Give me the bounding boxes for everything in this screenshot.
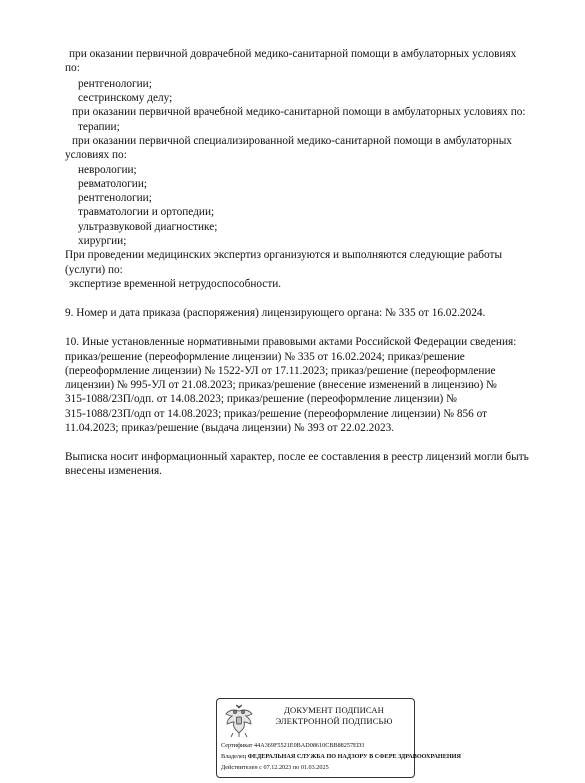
coat-of-arms-icon (223, 703, 255, 739)
text-line: при оказании первичной врачебной медико-санитарной помощи в амбулаторных условиях по: (72, 106, 526, 118)
section-10-line: 10. Иные установленные нормативными правовыми актами Российской Федерации сведения: (65, 336, 517, 348)
text-line: (услуги) по: (65, 264, 123, 276)
section-10-line: 315-1088/23П/одп от 14.08.2023; приказ/решение (переоформление лицензии) № 856 от (65, 408, 488, 420)
text-line: рентгенологии; (78, 192, 152, 204)
text-line: хирургии; (78, 235, 127, 247)
owner-line (221, 753, 461, 761)
owner-label: Владелец (221, 753, 247, 760)
disclaimer-line: Выписка носит информационный характер, после ее составления в реестр лицензий могли быть (65, 451, 529, 463)
section-10-line: 11.04.2023; приказ/решение (выдача лицензии) № 393 от 22.02.2023. (65, 422, 395, 434)
text-line: условиях по: (65, 149, 127, 161)
electronic-signature-stamp (216, 698, 461, 778)
text-line: при оказании первичной доврачебной медико-санитарной помощи в амбулаторных условиях (69, 48, 517, 60)
section-10-line: приказ/решение (переоформление лицензии) № 335 от 16.02.2024; приказ/решение (65, 351, 465, 363)
signature-title-line1: ДОКУМЕНТ ПОДПИСАН (284, 705, 384, 715)
section-10-line: 315-1088/23П/одп. от 14.08.2023; приказ/решение (переоформление лицензии) № (65, 393, 457, 405)
owner-name: ФЕДЕРАЛЬНАЯ СЛУЖБА ПО НАДЗОРУ В СФЕРЕ ЗДРАВООХРАНЕНИЯ (247, 753, 461, 760)
signature-title-line2: ЭЛЕКТРОННОЙ ПОДПИСЬЮ (275, 716, 393, 726)
section-9: 9. Номер и дата приказа (распоряжения) лицензирующего органа: № 335 от 16.02.2024. (65, 307, 486, 319)
text-line: ультразвуковой диагностике; (78, 221, 218, 233)
signature-title (259, 705, 409, 727)
text-line: При проведении медицинских экспертиз организуются и выполняются следующие работы (65, 249, 503, 261)
text-line: неврологии; (78, 164, 137, 176)
validity-line: Действителен с 07.12.2023 по 01.03.2025 (221, 764, 329, 771)
text-line: сестринскому делу; (78, 92, 173, 104)
text-line: ревматологии; (78, 178, 148, 190)
text-line: экспертизе временной нетрудоспособности. (69, 278, 282, 290)
section-10-line: лицензии) № 995-УЛ от 21.08.2023; приказ/решение (внесение изменений в лицензию) № (65, 379, 497, 391)
text-line: по: (65, 62, 80, 74)
text-line: при оказании первичной специализированной медико-санитарной помощи в амбулаторных (72, 135, 512, 147)
certificate-number: 44A369F5521E0BAD08610CBB88257ED3 (254, 742, 365, 749)
section-10-line: (переоформление лицензии) № 1522-УЛ от 17.11.2023; приказ/решение (переоформление (65, 365, 496, 377)
text-line: терапии; (78, 121, 120, 133)
text-line: травматологии и ортопедии; (78, 206, 215, 218)
text-line: рентгенологии; (78, 78, 152, 90)
disclaimer-line: внесены изменения. (65, 465, 162, 477)
certificate-line (221, 742, 364, 750)
certificate-label: Сертификат (221, 742, 253, 749)
